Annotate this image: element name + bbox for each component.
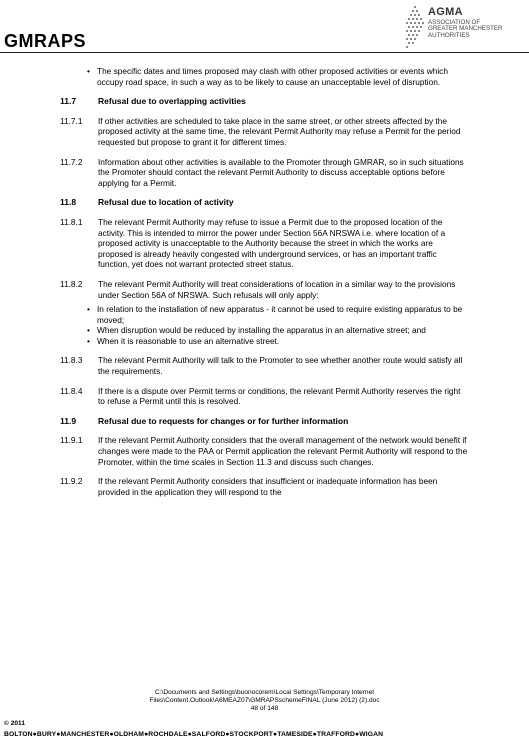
section-title: Refusal due to location of activity <box>98 197 234 208</box>
paragraph-11-7-2 <box>60 156 468 189</box>
page-header <box>0 0 529 54</box>
file-path-line: C:\Documents and Settings\buonocorem\Local Settings\Temporary Internet <box>154 689 375 696</box>
paragraph-text: If other activities are scheduled to take place in the same street, or other streets affected by the proposed activity at the same time, the relevant Permit Authority may refuse a Permit for the period requested but propose to grant it for different times. <box>98 115 461 147</box>
list-item: • In relation to the installation of new apparatus - it cannot be used to require existing apparatus to be moved; <box>64 304 468 325</box>
section-heading-11-9 <box>60 415 468 427</box>
paragraph-text: If there is a dispute over Permit terms or conditions, the relevant Permit Authority reserves the right to refuse a Permit until this is resolved. <box>98 385 461 407</box>
paragraph-11-8-4 <box>60 385 468 407</box>
paragraph-number: 11.7.1 <box>60 115 83 126</box>
section-heading-11-7 <box>60 96 468 107</box>
logo-subtitle-line: ASSOCIATION OF <box>428 19 481 26</box>
header-divider <box>0 52 529 53</box>
paragraph-11-8-3 <box>60 355 468 377</box>
paragraph-text: The relevant Permit Authority may refuse to issue a Permit due to the proposed location of the activity. This is intended to mirror the power under Section 56A NRSWA i.e. where location of a proposed activity is unacceptable to the Authority because the street in which the works are proposed is already heavily congested with underground services, or has an important traffic function, yet does not warrant protected street status. <box>98 216 446 270</box>
paragraph-text: The relevant Permit Authority will talk to the Promoter to see whether another route would satisfy all the requirements. <box>98 355 463 377</box>
paragraph-text: If the relevant Permit Authority considers that insufficient or inadequate information has been provided in the application they will respond to the <box>98 476 438 497</box>
paragraph-number: 11.8.2 <box>60 278 83 289</box>
list-item: • The specific dates and times proposed may clash with other proposed activities or events which occupy road space, in such a way as to be likely to cause an unacceptable level of disruption. <box>64 66 468 87</box>
section-number: 11.7 <box>60 96 77 107</box>
copyright: © 2011 <box>4 720 25 727</box>
section-title: Refusal due to overlapping activities <box>98 96 246 107</box>
section-title: Refusal due to requests for changes or for further information <box>98 415 349 426</box>
paragraph-11-9-2 <box>60 476 468 497</box>
paragraph-11-9-1 <box>60 435 468 467</box>
section-heading-11-8 <box>60 197 468 208</box>
file-path-line: Files\Content.Outlook\A6MEAZ07\GMRAPSschemeFINAL (June 2012) (2).doc <box>149 697 380 704</box>
paragraph-number: 11.8.1 <box>60 216 83 227</box>
location-conditions-list <box>64 304 468 346</box>
document-body <box>60 66 468 506</box>
paragraph-11-7-1 <box>60 115 468 148</box>
list-item: • When disruption would be reduced by installing the apparatus in an alternative street; and <box>64 325 468 336</box>
paragraph-number: 11.7.2 <box>60 156 83 167</box>
logo-subtitle-line: GREATER MANCHESTER <box>428 25 503 33</box>
list-item: • When it is reasonable to use an alternative street. <box>64 336 468 347</box>
paragraph-11-8-1 <box>60 216 468 270</box>
paragraph-text: Information about other activities is available to the Promoter through GMRAR, so in such situations the Promoter should contact the relevant Permit Authority to discuss acceptable options before applying for a Permit. <box>98 156 464 188</box>
paragraph-text: If the relevant Permit Authority considers that the overall management of the network would benefit if changes were made to the PAA or Permit application the relevant Permit Authority will respond to the Promoter, within the time scales in Section 11.3 and discuss such changes. <box>98 435 468 467</box>
intro-bullet-list <box>64 66 468 87</box>
logo-subtitle-line: AUTHORITIES <box>428 31 470 39</box>
agma-logo-icon <box>404 4 426 50</box>
section-number: 11.9 <box>60 415 77 426</box>
paragraph-number: 11.9.1 <box>60 435 83 446</box>
page-footer <box>0 689 529 713</box>
paragraph-number: 11.8.3 <box>60 355 83 366</box>
logo-name: AGMA <box>428 6 463 18</box>
paragraph-11-8-2 <box>60 278 468 300</box>
agma-logo <box>404 4 526 50</box>
authorities-list: BOLTON●BURY●MANCHESTER●OLDHAM●ROCHDALE●SALFORD●STOCKPORT●TAMESIDE●TRAFFORD●WIGAN <box>4 731 384 738</box>
paragraph-number: 11.9.2 <box>60 476 83 487</box>
document-title: GMRAPS <box>4 31 87 51</box>
page-number: 48 of 148 <box>250 705 279 712</box>
section-number: 11.8 <box>60 197 77 208</box>
paragraph-text: The relevant Permit Authority will treat considerations of location in a similar way to the provisions under Section 56A of NRSWA. Such refusals will only apply: <box>98 278 456 300</box>
logo-subtitle <box>428 20 503 39</box>
paragraph-number: 11.8.4 <box>60 385 83 396</box>
